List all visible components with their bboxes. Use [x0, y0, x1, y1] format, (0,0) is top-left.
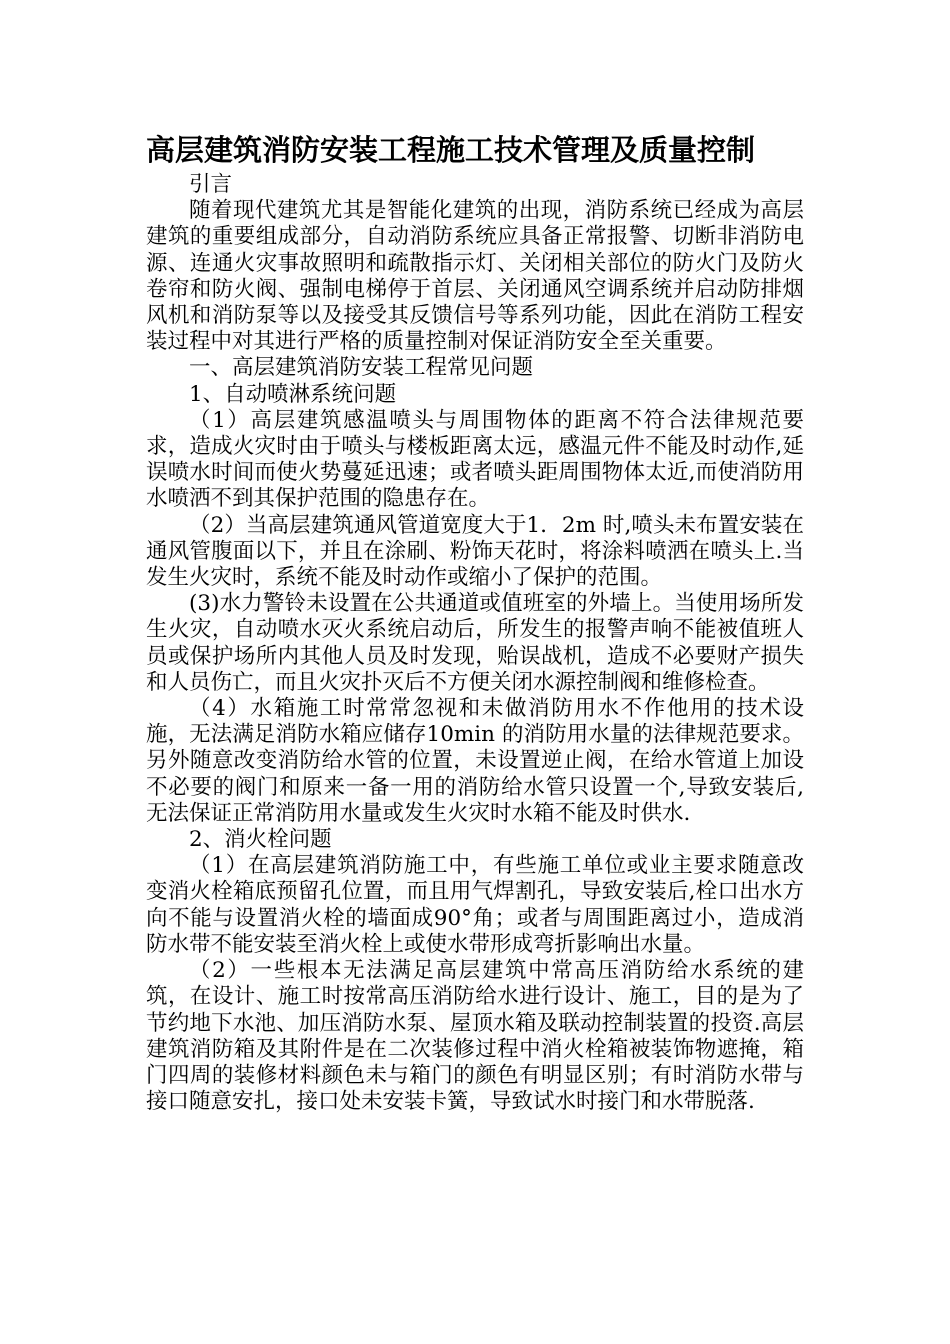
intro-paragraph: 随着现代建筑尤其是智能化建筑的出现，消防系统已经成为高层建筑的重要组成部分，自动消防系统应具备正常报警、切断非消防电源、连通火灾事故照明和疏散指示灯、关闭相关部位的防火门及防火卷帘和防火阀、强制电梯停于首层、关闭通风空调系统并启动防排烟风机和消防泵等以及接受其反馈信号等系列功能，因此在消防工程安装过程中对其进行严格的质量控制对保证消防安全至关重要。: [146, 198, 804, 355]
subsection-heading-hydrant: 2、消火栓问题: [189, 827, 332, 853]
subsection-heading-sprinkler: 1、自动喷淋系统问题: [189, 381, 397, 407]
sprinkler-item-4: （4）水箱施工时常常忽视和未做消防用水不作他用的技术设施，无法满足消防水箱应储存10min 的消防用水量的法律规范要求。另外随意改变消防给水管的位置，未设置逆止阀，在给水管道上加设不必要的阀门和原来一备一用的消防给水管只设置一个,导致安装后,无法保证正常消防用水量或发生火灾时水箱不能及时供水.: [146, 696, 804, 826]
sprinkler-item-3: (3)水力警铃未设置在公共通道或值班室的外墙上。当使用场所发生火灾，自动喷水灭火系统启动后，所发生的报警声响不能被值班人员或保护场所内其他人员及时发现，贻误战机，造成不必要财产损失和人员伤亡，而且火灾扑灭后不方便关闭水源控制阀和维修检查。: [146, 591, 804, 695]
intro-heading: 引言: [189, 172, 233, 197]
sprinkler-item-1: （1）高层建筑感温喷头与周围物体的距离不符合法律规范要求，造成火灾时由于喷头与楼板距离太远，感温元件不能及时动作,延误喷水时间而使火势蔓延迅速；或者喷头距周围物体太近,而使消防用水喷洒不到其保护范围的隐患存在。: [146, 407, 804, 512]
document-title: 高层建筑消防安装工程施工技术管理及质量控制: [146, 133, 756, 167]
section-heading-1: 一、高层建筑消防安装工程常见问题: [189, 355, 534, 381]
hydrant-item-1: （1）在高层建筑消防施工中，有些施工单位或业主要求随意改变消火栓箱底预留孔位置，而且用气焊割孔，导致安装后,栓口出水方向不能与设置消火栓的墙面成90°角；或者与周围距离过小，造成消防水带不能安装至消火栓上或使水带形成弯折影响出水量。: [146, 853, 804, 957]
hydrant-item-2: （2）一些根本无法满足高层建筑中常高压消防给水系统的建筑，在设计、施工时按常高压消防给水进行设计、施工，目的是为了节约地下水池、加压消防水泵、屋顶水箱及联动控制装置的投资.高层建筑消防箱及其附件是在二次装修过程中消火栓箱被装饰物遮掩，箱门四周的装修材料颜色未与箱门的颜色有明显区别；有时消防水带与接口随意安扎，接口处未安装卡簧，导致试水时接门和水带脱落.: [146, 958, 804, 1115]
sprinkler-item-2: （2）当高层建筑通风管道宽度大于1．2m 时,喷头未布置安装在通风管腹面以下，并且在涂刷、粉饰天花时，将涂料喷洒在喷头上.当发生火灾时，系统不能及时动作或缩小了保护的范围。: [146, 512, 804, 591]
document-page: [146, 128, 804, 1115]
